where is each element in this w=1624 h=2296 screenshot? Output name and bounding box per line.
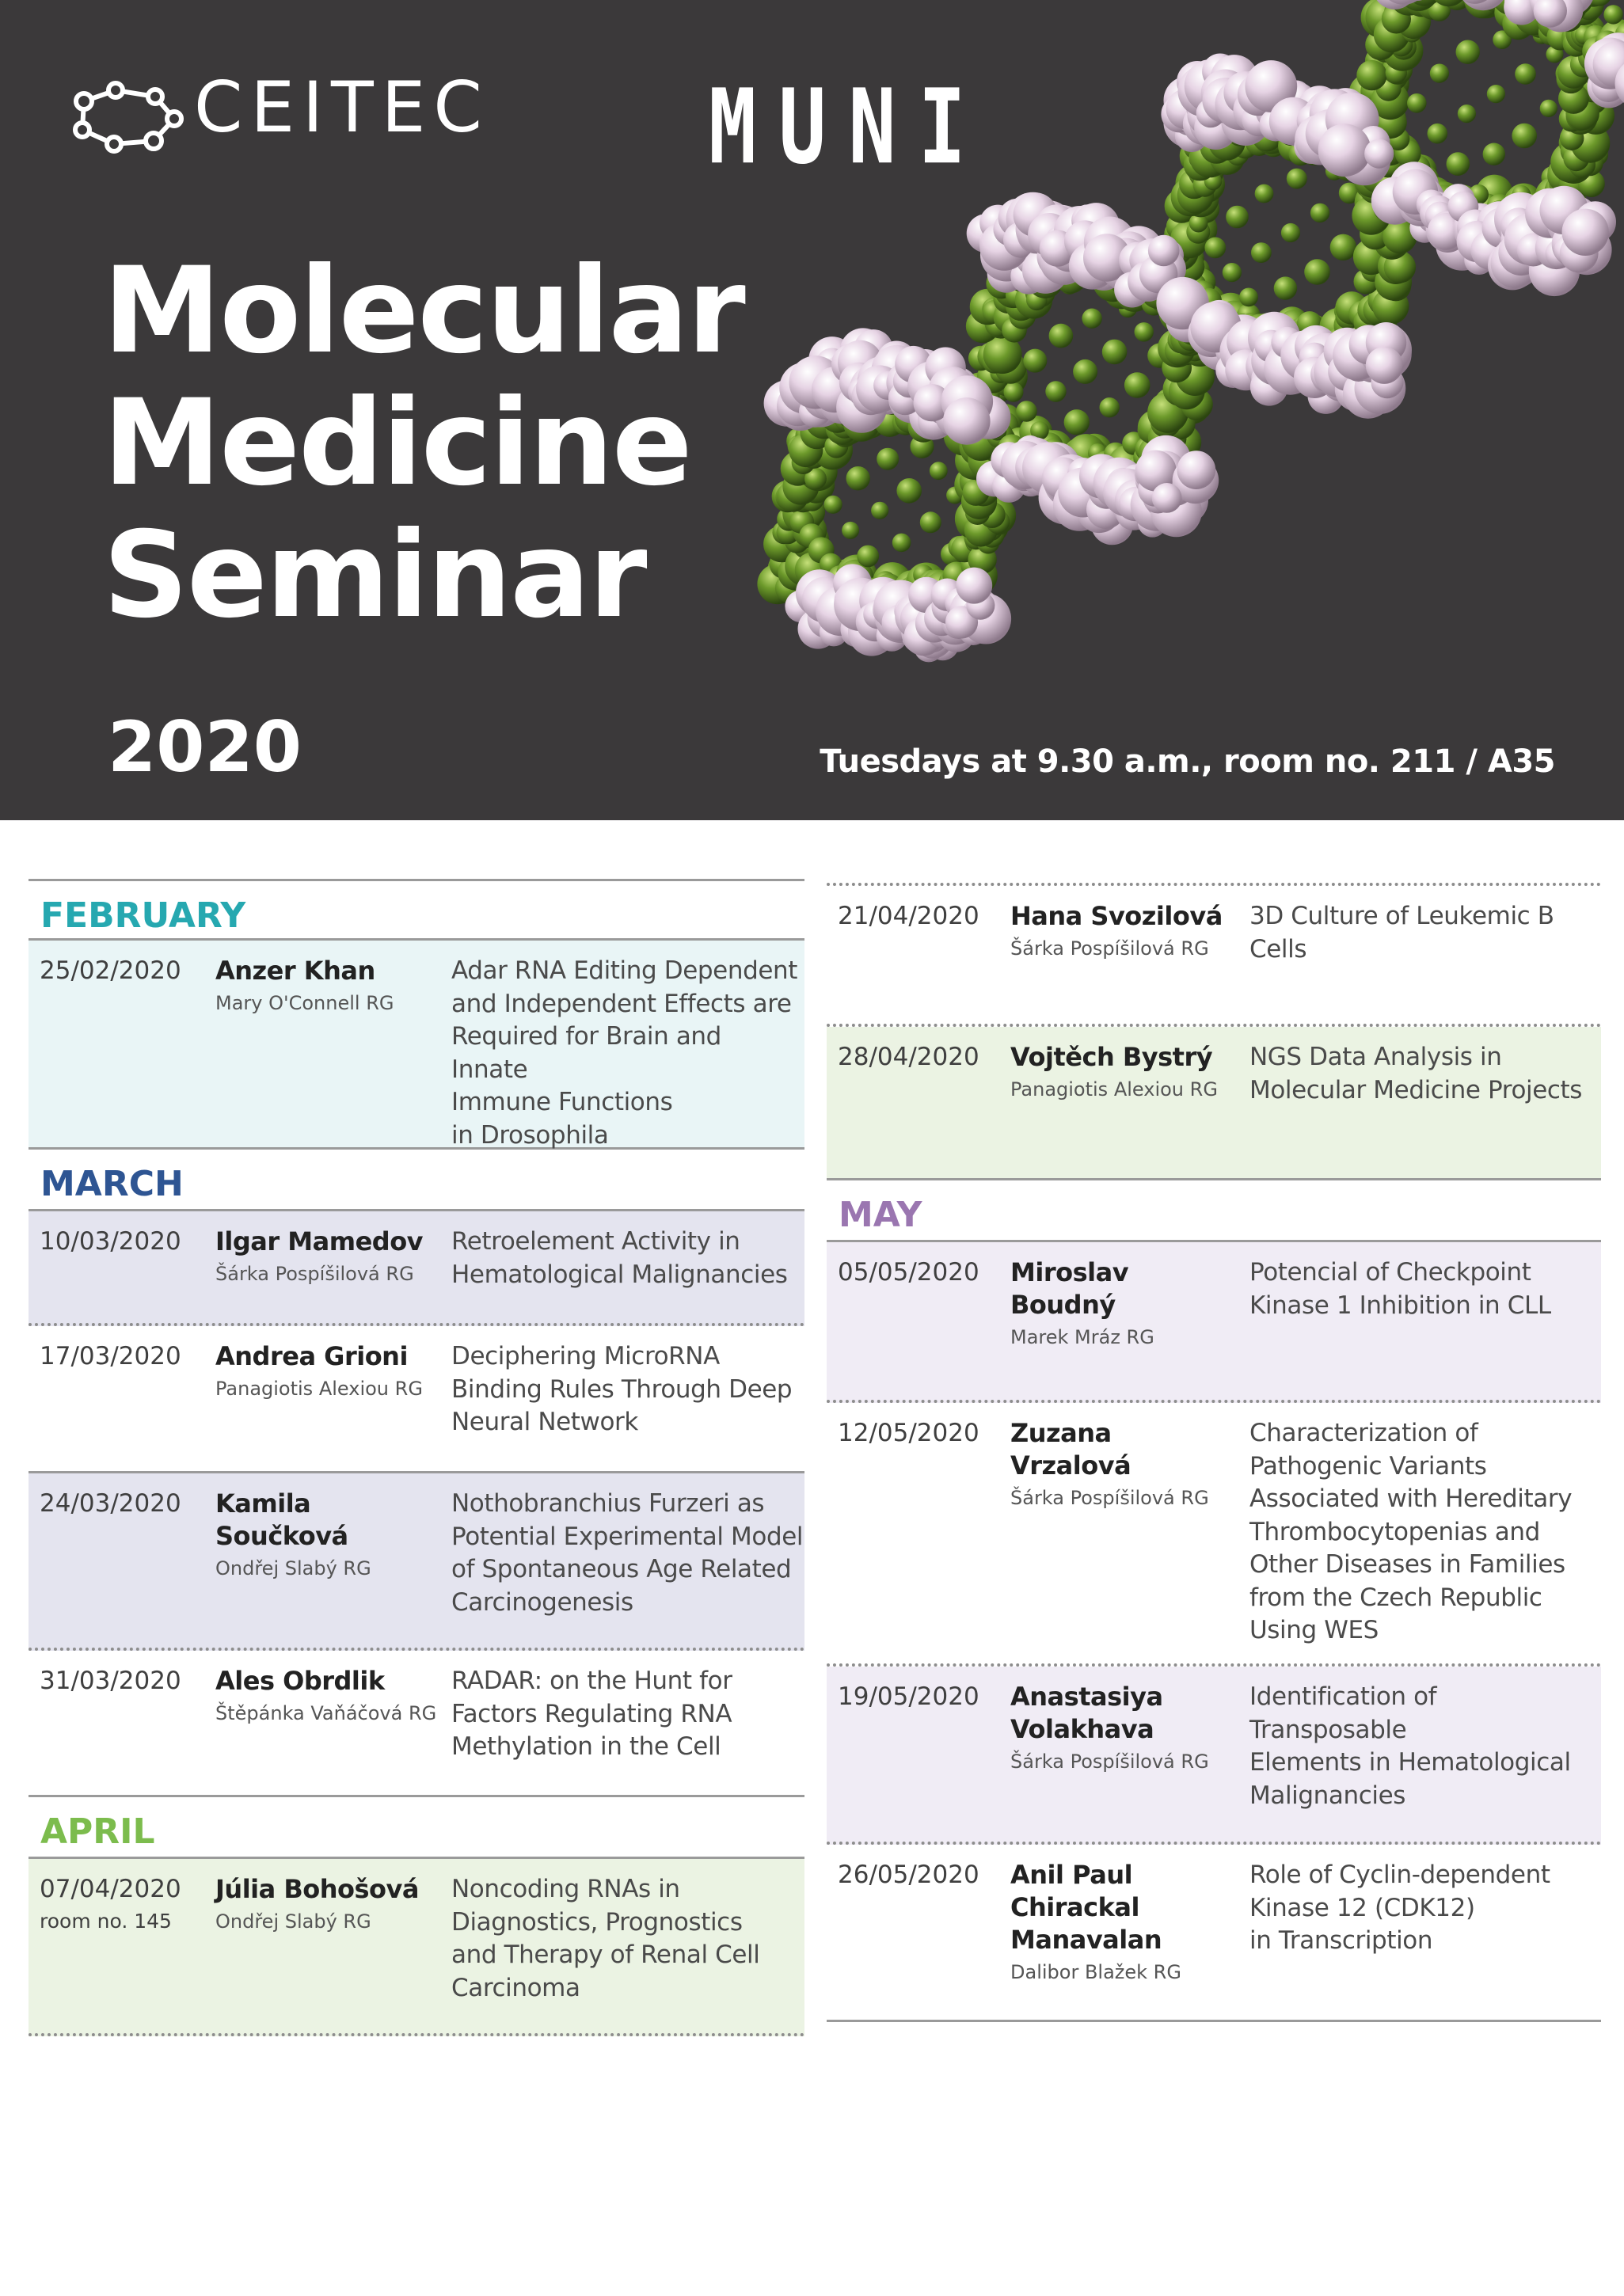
speaker-name: Anastasiya: [1010, 1682, 1163, 1712]
seminar-entry: [827, 1845, 1601, 2022]
title-line: Malignancies: [1249, 1781, 1406, 1810]
title-line: and Therapy of Renal Cell: [451, 1941, 760, 1969]
title-line: Methylation in the Cell: [451, 1732, 721, 1761]
seminar-entry: [29, 941, 804, 1150]
seminar-speaker: [215, 1226, 445, 1290]
schedule-column-left: [29, 879, 804, 2036]
month-heading-february: FEBRUARY: [29, 879, 804, 941]
speaker-name: Ilgar Mamedov: [215, 1226, 424, 1256]
seminar-entry: [29, 1651, 804, 1797]
speaker-name: Hana Svozilová: [1010, 901, 1223, 931]
title-line: Neural Network: [451, 1408, 638, 1436]
title-line: Potential Experimental Model: [451, 1522, 804, 1551]
title-line: Kinase 12 (CDK12): [1249, 1893, 1475, 1922]
title-line: Identification of Transposable: [1249, 1682, 1437, 1744]
room-note: room no. 145: [40, 1910, 172, 1933]
seminar-entry: [827, 1027, 1601, 1180]
page-title: [103, 242, 744, 644]
research-group: Ondřej Slabý RG: [215, 1557, 371, 1579]
seminar-title: [1249, 1041, 1599, 1107]
seminar-speaker: [1010, 900, 1240, 964]
title-line: Role of Cyclin-dependent: [1249, 1861, 1550, 1889]
seminar-title: [1249, 1256, 1599, 1322]
title-line: in Drosophila: [451, 1120, 609, 1150]
research-group: Štěpánka Vaňáčová RG: [215, 1702, 437, 1724]
title-line: RADAR: on the Hunt for: [451, 1667, 732, 1695]
seminar-speaker: [215, 1665, 445, 1729]
seminar-date: 31/03/2020: [40, 1667, 181, 1695]
title-line: Characterization of: [1249, 1419, 1478, 1447]
speaker-name: Júlia Bohošová: [215, 1874, 419, 1904]
title-line: Medicine: [103, 374, 691, 512]
title-line: Nothobranchius Furzeri as: [451, 1489, 765, 1518]
seminar-date: 21/04/2020: [838, 902, 979, 930]
seminar-entry: [827, 1242, 1601, 1403]
title-line: Binding Rules Through Deep: [451, 1374, 793, 1404]
seminar-speaker: [215, 1873, 445, 1937]
month-heading-may: MAY: [827, 1180, 1601, 1242]
seminar-title: [451, 1873, 804, 2005]
seminar-date: [40, 1873, 181, 1937]
seminar-entry: [827, 1667, 1601, 1845]
seminar-date: 17/03/2020: [40, 1342, 181, 1370]
seminar-title: [451, 1226, 804, 1291]
seminar-speaker: [1010, 1041, 1240, 1105]
title-line: 3D Culture of Leukemic B: [1249, 902, 1554, 930]
seminar-speaker: [215, 955, 445, 1019]
title-line: Carcinoma: [451, 1973, 580, 2002]
seminar-speaker: [1010, 1681, 1240, 1777]
research-group: Panagiotis Alexiou RG: [215, 1378, 423, 1400]
muni-logo-text: MUNI: [709, 67, 988, 188]
title-line: Seminar: [103, 507, 646, 644]
title-line: Molecular: [103, 242, 744, 380]
seminar-date: 12/05/2020: [838, 1419, 979, 1447]
title-line: in Transcription: [1249, 1926, 1433, 1955]
title-line: Diagnostics, Prognostics: [451, 1907, 743, 1937]
research-group: Ondřej Slabý RG: [215, 1910, 371, 1933]
title-line: Molecular Medicine Projects: [1249, 1075, 1583, 1104]
seminar-date: 25/02/2020: [40, 956, 181, 985]
title-line: Associated with Hereditary: [1249, 1484, 1573, 1513]
date-text: 07/04/2020: [40, 1875, 181, 1903]
seminar-title: [1249, 900, 1599, 966]
research-group: Šárka Pospíšilová RG: [215, 1263, 414, 1285]
speaker-name: Miroslav Boudný: [1010, 1257, 1129, 1320]
speaker-name: Zuzana Vrzalová: [1010, 1418, 1131, 1481]
seminar-speaker: [1010, 1256, 1240, 1353]
seminar-entry: [29, 1211, 804, 1326]
ceitec-logo-text: CEITEC: [194, 67, 490, 148]
seminar-speaker: [215, 1340, 445, 1405]
research-group: Marek Mráz RG: [1010, 1326, 1154, 1348]
speaker-name: Chirackal: [1010, 1892, 1139, 1922]
title-line: NGS Data Analysis in: [1249, 1043, 1502, 1071]
seminar-title: [451, 955, 804, 1152]
title-line: from the Czech Republic: [1249, 1583, 1542, 1612]
speaker-name: Kamila Součková: [215, 1488, 348, 1551]
title-line: Cells: [1249, 934, 1307, 964]
title-line: Adar RNA Editing Dependent: [451, 956, 798, 985]
research-group: Šárka Pospíšilová RG: [1010, 1751, 1209, 1773]
seminar-speaker: [1010, 1859, 1240, 1988]
title-line: Kinase 1 Inhibition in CLL: [1249, 1291, 1551, 1320]
title-line: and Independent Effects are: [451, 989, 792, 1018]
seminar-title: [1249, 1681, 1599, 1812]
seminar-title: [451, 1488, 804, 1619]
research-group: Mary O'Connell RG: [215, 992, 394, 1014]
title-line: Using WES: [1249, 1616, 1379, 1644]
seminar-date: 24/03/2020: [40, 1489, 181, 1518]
seminar-title: [1249, 1859, 1599, 1958]
speaker-name: Ales Obrdlik: [215, 1666, 385, 1696]
title-line: Pathogenic Variants: [1249, 1451, 1487, 1481]
seminar-speaker: [215, 1488, 445, 1584]
seminar-date: 26/05/2020: [838, 1861, 979, 1889]
speaker-name: Anil Paul: [1010, 1860, 1133, 1890]
year-label: 2020: [108, 706, 302, 788]
title-line: Required for Brain and Innate: [451, 1022, 721, 1084]
title-line: Elements in Hematological: [1249, 1748, 1571, 1777]
seminar-title: [451, 1340, 804, 1439]
seminar-entry: [827, 883, 1601, 1027]
research-group: Panagiotis Alexiou RG: [1010, 1078, 1218, 1100]
title-line: Hematological Malignancies: [451, 1260, 788, 1289]
title-line: Factors Regulating RNA: [451, 1699, 732, 1728]
seminar-entry: [827, 1403, 1601, 1667]
seminar-title: [1249, 1417, 1599, 1648]
seminar-entry: [29, 1859, 804, 2036]
research-group: Šárka Pospíšilová RG: [1010, 937, 1209, 960]
speaker-name: Anzer Khan: [215, 956, 375, 986]
month-heading-march: MARCH: [29, 1150, 804, 1211]
research-group: Šárka Pospíšilová RG: [1010, 1487, 1209, 1509]
seminar-entry: [29, 1473, 804, 1651]
seminar-date: 19/05/2020: [838, 1682, 979, 1711]
month-heading-april: APRIL: [29, 1797, 804, 1859]
title-line: Thrombocytopenias and: [1249, 1517, 1540, 1546]
title-line: Deciphering MicroRNA: [451, 1342, 720, 1370]
title-line: Other Diseases in Families: [1249, 1550, 1565, 1579]
title-line: Potencial of Checkpoint: [1249, 1258, 1531, 1287]
title-line: Noncoding RNAs in: [451, 1875, 680, 1903]
research-group: Dalibor Blažek RG: [1010, 1961, 1181, 1983]
seminar-date: 28/04/2020: [838, 1043, 979, 1071]
title-line: of Spontaneous Age Related: [451, 1555, 792, 1583]
seminar-date: 10/03/2020: [40, 1227, 181, 1256]
ceitec-logo-icon: [67, 79, 185, 154]
seminar-title: [451, 1665, 804, 1764]
title-line: Retroelement Activity in: [451, 1227, 740, 1256]
speaker-name: Manavalan: [1010, 1925, 1162, 1955]
seminar-speaker: [1010, 1417, 1240, 1514]
seminar-entry: [29, 1326, 804, 1473]
schedule-column-right: [827, 883, 1601, 2022]
speaker-name: Andrea Grioni: [215, 1341, 408, 1371]
title-line: Immune Functions: [451, 1088, 673, 1116]
schedule-info: Tuesdays at 9.30 a.m., room no. 211 / A35: [820, 743, 1555, 780]
speaker-name: Volakhava: [1010, 1714, 1154, 1744]
seminar-date: 05/05/2020: [838, 1258, 979, 1287]
header-banner: [0, 0, 1624, 820]
title-line: Carcinogenesis: [451, 1587, 633, 1617]
speaker-name: Vojtěch Bystrý: [1010, 1042, 1213, 1072]
